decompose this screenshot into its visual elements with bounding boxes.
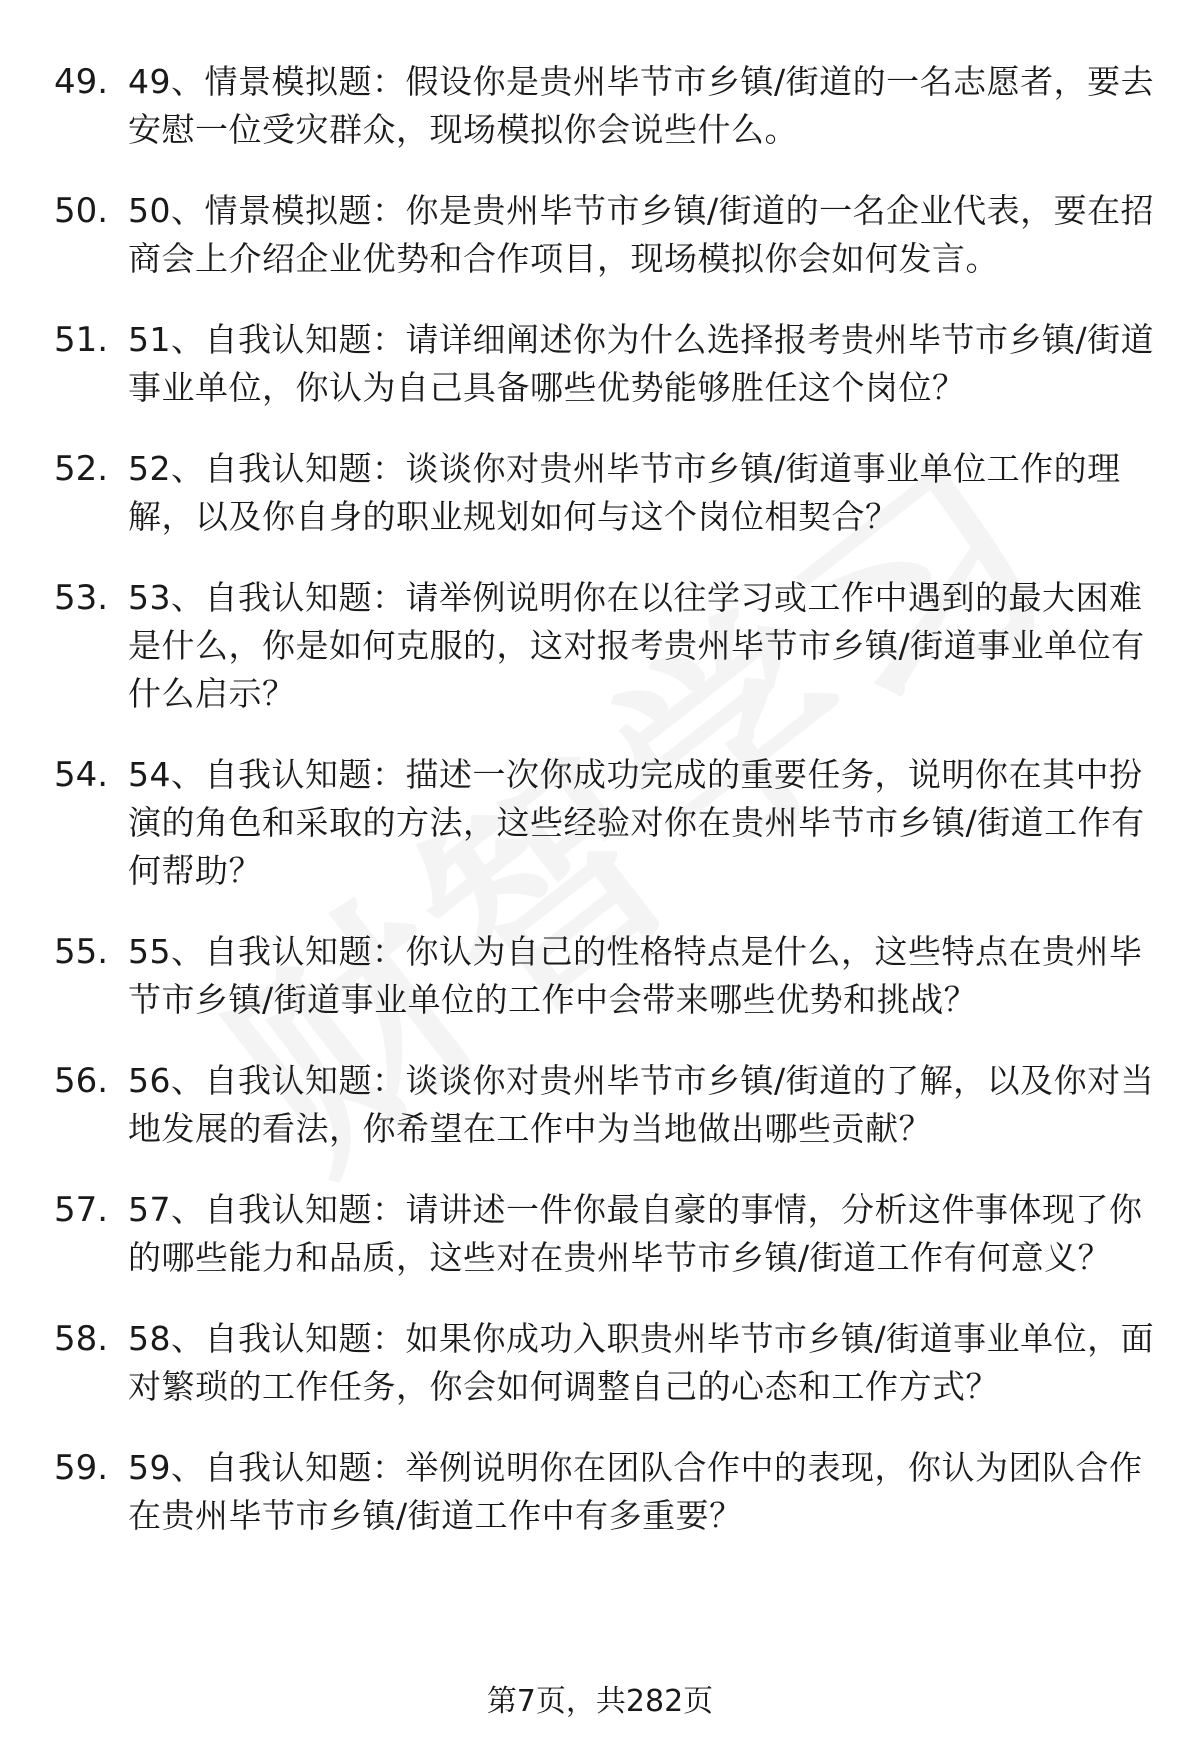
item-number: 50. — [54, 191, 109, 231]
list-item — [0, 58, 1200, 154]
question-text: 52、自我认知题：谈谈你对贵州毕节市乡镇/街道事业单位工作的理解，以及你自身的职业规划如何与这个岗位相契合？ — [128, 449, 1121, 536]
list-item — [0, 445, 1200, 541]
question-text: 57、自我认知题：请讲述一件你最自豪的事情，分析这件事体现了你的哪些能力和品质，这些对在贵州毕节市乡镇/街道工作有何意义？ — [128, 1190, 1143, 1277]
question-text: 54、自我认知题：描述一次你成功完成的重要任务，说明你在其中扮演的角色和采取的方法，这些经验对你在贵州毕节市乡镇/街道工作有何帮助？ — [128, 755, 1145, 890]
question-text: 56、自我认知题：谈谈你对贵州毕节市乡镇/街道的了解，以及你对当地发展的看法，你希望在工作中为当地做出哪些贡献？ — [128, 1061, 1155, 1148]
list-item — [0, 1057, 1200, 1153]
question-text: 49、情景模拟题：假设你是贵州毕节市乡镇/街道的一名志愿者，要去安慰一位受灾群众，现场模拟你会说些什么。 — [128, 62, 1155, 149]
list-item — [0, 187, 1200, 283]
question-text: 50、情景模拟题：你是贵州毕节市乡镇/街道的一名企业代表，要在招商会上介绍企业优势和合作项目，现场模拟你会如何发言。 — [128, 191, 1155, 278]
item-number: 56. — [54, 1061, 109, 1101]
item-number: 55. — [54, 932, 109, 972]
list-item — [0, 751, 1200, 895]
item-number: 58. — [54, 1319, 109, 1359]
question-text: 53、自我认知题：请举例说明你在以往学习或工作中遇到的最大困难是什么，你是如何克服的，这对报考贵州毕节市乡镇/街道事业单位有什么启示？ — [128, 578, 1145, 713]
page-footer: 第7页，共282页 — [486, 1684, 714, 1719]
question-text: 51、自我认知题：请详细阐述你为什么选择报考贵州毕节市乡镇/街道事业单位，你认为自己具备哪些优势能够胜任这个岗位？ — [128, 320, 1155, 407]
list-item — [0, 1315, 1200, 1411]
question-text: 58、自我认知题：如果你成功入职贵州毕节市乡镇/街道事业单位，面对繁琐的工作任务，你会如何调整自己的心态和工作方式？ — [128, 1319, 1155, 1406]
item-number: 49. — [54, 62, 109, 102]
item-number: 54. — [54, 755, 109, 795]
list-item — [0, 574, 1200, 718]
list-item — [0, 1186, 1200, 1282]
item-number: 51. — [54, 320, 109, 360]
list-item — [0, 1444, 1200, 1540]
question-text: 55、自我认知题：你认为自己的性格特点是什么，这些特点在贵州毕节市乡镇/街道事业单位的工作中会带来哪些优势和挑战？ — [128, 932, 1143, 1019]
question-list — [0, 58, 1200, 1573]
item-number: 59. — [54, 1448, 109, 1488]
item-number: 53. — [54, 578, 109, 618]
list-item — [0, 316, 1200, 412]
item-number: 52. — [54, 449, 109, 489]
question-text: 59、自我认知题：举例说明你在团队合作中的表现，你认为团队合作在贵州毕节市乡镇/街道工作中有多重要？ — [128, 1448, 1143, 1535]
item-number: 57. — [54, 1190, 109, 1230]
list-item — [0, 928, 1200, 1024]
